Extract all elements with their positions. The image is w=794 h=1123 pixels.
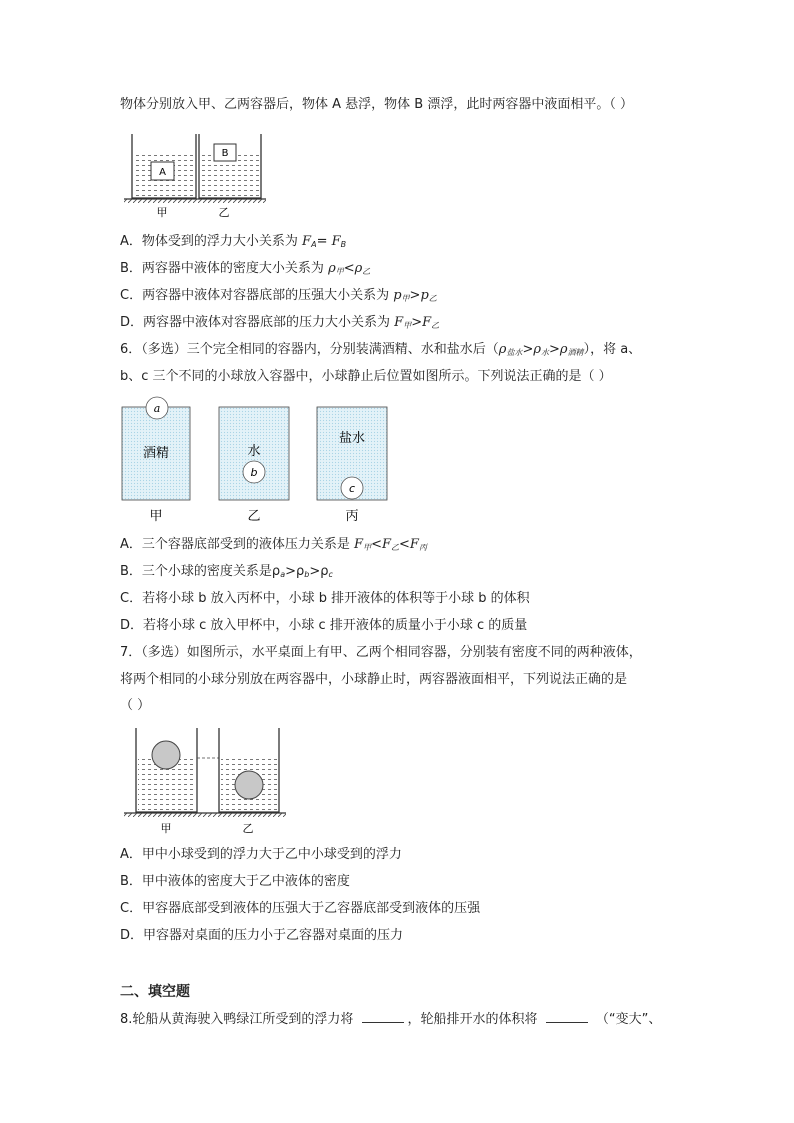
- q6-label-3: 丙: [345, 509, 359, 524]
- q6-label-1: 甲: [149, 509, 163, 524]
- q5-object-a-label: A: [159, 167, 166, 178]
- q7-option-a: A．甲中小球受到的浮力大于乙中小球受到的浮力: [120, 847, 402, 862]
- q7-ball-left: [152, 741, 180, 769]
- q8-blank-2[interactable]: [546, 1010, 588, 1023]
- q7-option-d: D．甲容器对桌面的压力小于乙容器对桌面的压力: [120, 928, 404, 943]
- q8-stem: 8.轮船从黄海驶入鸭绿江所受到的浮力将 ，轮船排开水的体积将 （“变大”、: [120, 1012, 662, 1027]
- q7-ball-right: [235, 771, 263, 799]
- q7-label-left: 甲: [160, 822, 172, 835]
- q8-blank-1[interactable]: [362, 1010, 404, 1023]
- q5-option-c: C．两容器中液体对容器底部的压强大小关系为 $p_甲>p_乙$: [120, 288, 437, 303]
- q6-liquid-1-label: 酒精: [142, 446, 170, 461]
- q5-label-left: 甲: [156, 206, 168, 219]
- q6-option-d: D．若将小球 c 放入甲杯中，小球 c 排开液体的质量小于小球 c 的质量: [120, 618, 528, 633]
- q6-option-c: C．若将小球 b 放入丙杯中，小球 b 排开液体的体积等于小球 b 的体积: [120, 591, 530, 606]
- q7-stem-line1: 7．（多选）如图所示，水平桌面上有甲、乙两个相同容器，分别装有密度不同的两种液体，: [120, 645, 642, 660]
- q6-liquid-3-label: 盐水: [338, 431, 366, 446]
- q6-liquid-2-label: 水: [247, 444, 261, 459]
- q6-stem-line2: b、c 三个不同的小球放入容器中，小球静止后位置如图所示。下列说法正确的是（ ）: [120, 369, 612, 384]
- q5-stem: 物体分别放入甲、乙两容器后，物体 A 悬浮，物体 B 漂浮，此时两容器中液面相平。（ ）: [120, 97, 633, 112]
- q6-stem-line1: 6．（多选）三个完全相同的容器内，分别装满酒精、水和盐水后$(\rho_{盐水}>\rho_水>\rho_{酒精})$，将 a、: [120, 342, 642, 357]
- q5-option-b: B．两容器中液体的密度大小关系为 $\rho_甲<\rho_乙$: [120, 261, 371, 276]
- q6-figure: [115, 395, 395, 527]
- q7-stem-line3: （ ）: [120, 698, 151, 713]
- q6-option-b: B．三个小球的密度关系是$\rho_a>\rho_b>\rho_c$: [120, 564, 333, 579]
- section-heading: 二、填空题: [120, 984, 190, 1000]
- q5-figure: [118, 128, 268, 220]
- q7-figure: [118, 722, 290, 838]
- q7-stem-line2: 将两个相同的小球分别放在两容器中，小球静止时，两容器液面相平，下列说法正确的是: [120, 672, 628, 687]
- q6-option-a: A．三个容器底部受到的液体压力关系是 $F_甲<F_乙<F_丙$: [120, 537, 427, 552]
- q5-label-right: 乙: [218, 206, 230, 219]
- q5-option-d: D．两容器中液体对容器底部的压力大小关系为 $F_甲>F_乙$: [120, 315, 440, 330]
- q7-label-right: 乙: [242, 822, 254, 835]
- q6-ball-a-label: a: [153, 402, 161, 415]
- q7-option-c: C．甲容器底部受到液体的压强大于乙容器底部受到液体的压强: [120, 901, 481, 916]
- q6-label-2: 乙: [247, 509, 261, 524]
- q5-object-b-label: B: [221, 148, 229, 159]
- q7-option-b: B．甲中液体的密度大于乙中液体的密度: [120, 874, 350, 889]
- q5-option-a: A．物体受到的浮力大小关系为 $F_A= F_B$: [120, 234, 347, 249]
- q6-ball-c-label: c: [348, 482, 356, 495]
- q6-ball-b-label: b: [250, 466, 258, 479]
